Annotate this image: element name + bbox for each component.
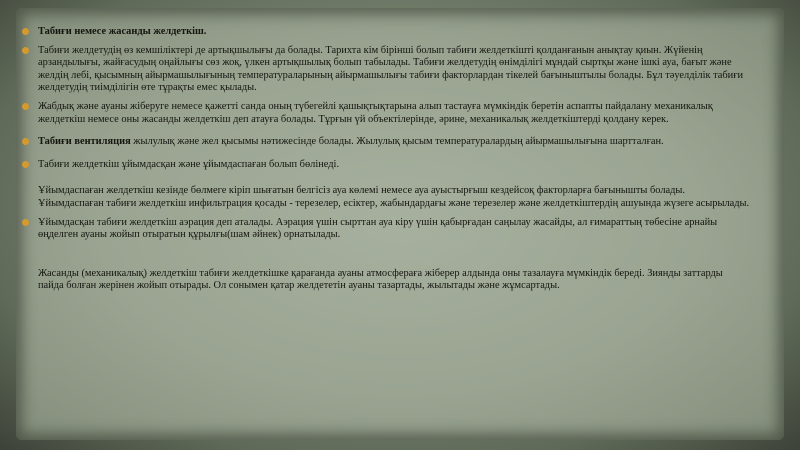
paragraph-text: Жабдық және ауаны жіберуге немесе қажетті санда оның түбегейлі қашықтықтарына алып тастауға мүмкіндік беретін аспапты пайдалану механикалық желдеткіш немесе оны жасанды желдеткіш деп атауға болады. Тұрғын үй объектілерінде, әрине, механикалық желдеткіштерді қолдану керек. [38, 100, 713, 125]
paragraph-text: Табиғи желдеткіш ұйымдасқан және ұйымдаспаған болып бөлінеді. [38, 158, 340, 170]
bullet-heading [38, 26, 750, 39]
bullet-icon [22, 28, 29, 35]
slide-heading: Табиғи немесе жасанды желдеткіш. [38, 26, 207, 37]
bullet-paragraph-1 [38, 45, 750, 95]
paragraph-text [38, 136, 664, 147]
slide-body [38, 26, 750, 299]
bullet-paragraph-3 [38, 136, 750, 149]
bullet-paragraph-2 [38, 101, 750, 126]
bullet-icon [22, 103, 29, 110]
bullet-icon [22, 47, 29, 54]
paragraph-text: Ұйымдасқан табиғи желдеткіш аэрация деп аталады. Аэрация үшін сырттан ауа кіру үшін қабырғадан саңылау жасайды, ал ғимараттың төбесіне арнайы өңделген ауаны жойып отыратын құрылғы(шам әйнек) орнатылады. [38, 216, 718, 241]
term-natural-ventilation: Табиғи вентиляция [38, 136, 131, 148]
bullet-paragraph-4 [38, 159, 750, 211]
bullet-icon [22, 219, 29, 226]
paragraph-text-rest: жылулық және жел қысымы нәтижесінде болады. Жылулық қысым температуралардың айырмашылығына шартталған. [130, 136, 664, 148]
paragraph-text: Табиғи желдетудің өз кемшіліктері де артықшылығы да болады. Тарихта кім бірінші болып табиғи желдеткішті қолданғанын анықтау қиын. Жүйенің арзандылығы, жайғасудың оңайлығы сөз жоқ, үлкен артықшылық болып табылады. Табиғи желдетудің өнімділігі мұндай сыртқы және ішкі ауа, бағыт және желдің лебі, қысымның айырмашылығының температураларының айырмашылығы табиғи факторлардан тікелей бағыныштылы болады. Бұл тәуелділік табиғи желдетудің тиімділігін өте тұрақты емес қылады. [38, 44, 744, 94]
bullet-paragraph-5 [38, 217, 750, 242]
bullet-icon [22, 161, 29, 168]
paragraph-text: Ұйымдаспаған желдеткіш кезінде бөлмеге кіріп шығатын белгісіз ауа көлемі немесе ауа ауыстырғыш кездейсоқ факторларға бағынышты болады. Ұйымдаспаған табиғи желдеткіш инфильтрация қосады - терезелер, есіктер, жабындардағы және терезелер және желдеткіштердің ашуында жүзеге асырылады. [38, 185, 750, 209]
paragraph-text-6: Жасанды (механикалық) желдеткіш табиғи желдеткішке қарағанда ауаны атмосфераға жіберер алдында оны тазалауға мүмкіндік береді. Зиянды заттарды пайда болған жерінен жойып отырады. Ол сонымен қатар желдететін ауаны тазартады, жылытады және жұмсартады. [38, 267, 723, 292]
